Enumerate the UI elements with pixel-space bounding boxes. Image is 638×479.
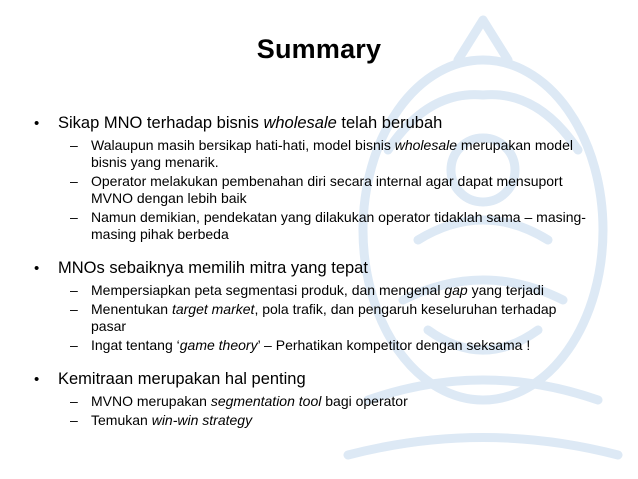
- italic-text: gap: [444, 282, 468, 298]
- italic-text: segmentation tool: [210, 393, 322, 409]
- italic-text: game theory: [179, 337, 258, 353]
- text-run: telah berubah: [336, 114, 443, 132]
- bullet-dot-icon: •: [34, 260, 40, 277]
- text-run: MNOs sebaiknya memilih mitra yang tepat: [58, 259, 368, 277]
- italic-text: win-win strategy: [151, 412, 253, 428]
- text-run: Namun demikian, pendekatan yang dilakukan operator tidaklah sama – masing-masing pihak berbeda: [91, 209, 586, 242]
- text-run: Walaupun masih bersikap hati-hati, model bisnis: [91, 137, 395, 153]
- bullet-item: [0, 113, 638, 134]
- text-run: ’ – Perhatikan kompetitor dengan seksama !: [257, 337, 531, 353]
- dash-marker-icon: –: [70, 173, 78, 189]
- text-run: Menentukan: [91, 301, 172, 317]
- sub-bullet-item: [0, 337, 638, 354]
- text-run: yang terjadi: [467, 282, 544, 298]
- italic-text: wholesale: [394, 137, 458, 153]
- text-run: Ingat tentang ‘: [91, 337, 180, 353]
- sub-bullet-item: [0, 173, 638, 207]
- bullet-dot-icon: •: [34, 115, 40, 132]
- dash-marker-icon: –: [70, 412, 78, 428]
- text-run: Kemitraan merupakan hal penting: [58, 370, 306, 388]
- text-run: Mempersiapkan peta segmentasi produk, dan mengenal: [91, 282, 445, 298]
- sub-bullet-item: [0, 137, 638, 171]
- bullet-group: [0, 369, 638, 429]
- dash-marker-icon: –: [70, 137, 78, 153]
- text-run: Sikap MNO terhadap bisnis: [58, 114, 264, 132]
- dash-marker-icon: –: [70, 393, 78, 409]
- sub-bullet-list: [0, 393, 638, 429]
- sub-bullet-item: [0, 301, 638, 335]
- sub-bullet-list: [0, 137, 638, 243]
- text-run: MVNO merupakan: [91, 393, 211, 409]
- dash-marker-icon: –: [70, 209, 78, 225]
- dash-marker-icon: –: [70, 301, 78, 317]
- text-run: Temukan: [91, 412, 152, 428]
- bullet-item: [0, 369, 638, 390]
- text-run: merupakan model bisnis yang menarik.: [91, 137, 573, 170]
- sub-bullet-item: [0, 282, 638, 299]
- bullet-group: [0, 113, 638, 243]
- sub-bullet-list: [0, 282, 638, 354]
- slide-content: [0, 113, 638, 444]
- bullet-dot-icon: •: [34, 371, 40, 388]
- text-run: Operator melakukan pembenahan diri secara internal agar dapat mensuport MVNO dengan lebih baik: [91, 173, 563, 206]
- slide-title: Summary: [256, 34, 382, 64]
- dash-marker-icon: –: [70, 282, 78, 298]
- sub-bullet-item: [0, 209, 638, 243]
- italic-text: target market: [171, 301, 255, 317]
- dash-marker-icon: –: [70, 337, 78, 353]
- text-run: bagi operator: [321, 393, 408, 409]
- sub-bullet-item: [0, 412, 638, 429]
- bullet-item: [0, 258, 638, 279]
- italic-text: wholesale: [263, 114, 337, 132]
- bullet-group: [0, 258, 638, 354]
- sub-bullet-item: [0, 393, 638, 410]
- text-run: , pola trafik, dan pengaruh keseluruhan terhadap pasar: [91, 301, 557, 334]
